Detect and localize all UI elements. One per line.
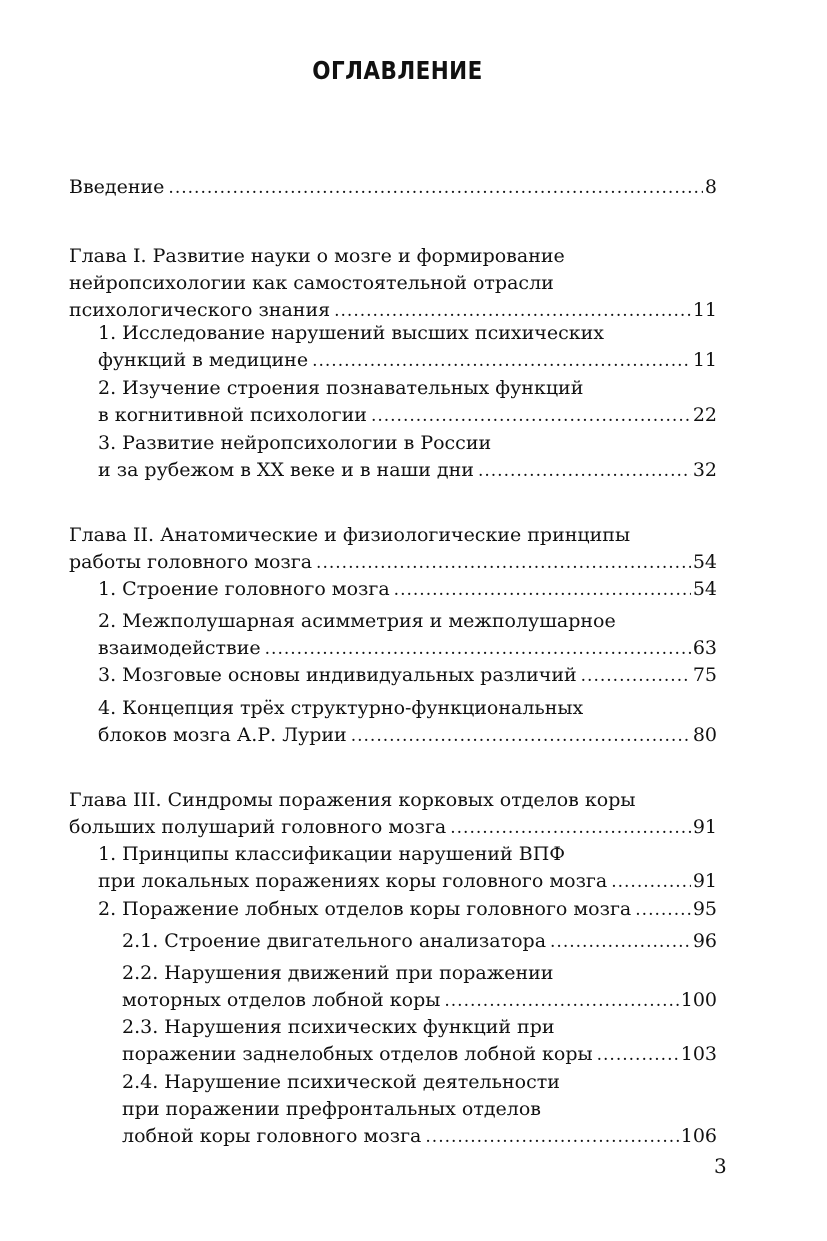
dot-leader bbox=[316, 550, 691, 577]
entry-title-line: Глава II. Анатомические и физиологические принципы bbox=[69, 524, 631, 546]
entry-title-line: 2.4. Нарушение психической деятельности bbox=[122, 1071, 560, 1093]
entry-title-line: Глава I. Развитие науки о мозге и формирование bbox=[69, 245, 565, 267]
entry-title-line: взаимодействие bbox=[98, 637, 261, 659]
dot-leader bbox=[394, 577, 691, 604]
toc-entry-section[interactable] bbox=[98, 430, 717, 485]
page-ref: 63 bbox=[692, 637, 717, 659]
entry-title-line: психологического знания bbox=[69, 299, 331, 321]
dot-leader bbox=[351, 723, 691, 750]
dot-leader bbox=[371, 403, 691, 430]
dot-leader bbox=[265, 636, 691, 663]
entry-title-line: блоков мозга А.Р. Лурии bbox=[98, 724, 347, 746]
entry-title-line: 1. Строение головного мозга bbox=[98, 578, 390, 600]
entry-title-line: в когнитивной психологии bbox=[98, 404, 367, 426]
page-ref: 91 bbox=[692, 816, 717, 838]
page-ref: 75 bbox=[692, 664, 717, 686]
entry-title-line: 2.1. Строение двигательного анализатора bbox=[122, 930, 547, 952]
dot-leader bbox=[478, 458, 691, 485]
entry-title-line: 3. Мозговые основы индивидуальных различий bbox=[98, 664, 577, 686]
toc-entry-section[interactable] bbox=[98, 608, 717, 663]
toc-entry-subsection[interactable] bbox=[122, 928, 717, 956]
entry-title-line: 2.2. Нарушения движений при поражении bbox=[122, 962, 554, 984]
entry-title-line: 3. Развитие нейропсихологии в России bbox=[98, 432, 492, 454]
entry-title-line: 2. Межполушарная асимметрия и межполушарное bbox=[98, 610, 616, 632]
entry-title-line: функций в медицине bbox=[98, 349, 309, 371]
toc-entry-section[interactable] bbox=[98, 320, 717, 375]
toc-entry-subsection[interactable] bbox=[122, 1014, 717, 1069]
entry-title-line: работы головного мозга bbox=[69, 551, 313, 573]
toc-entry-section[interactable] bbox=[98, 695, 717, 750]
toc-entry-section[interactable] bbox=[98, 375, 717, 430]
dot-leader bbox=[550, 929, 691, 956]
entry-title-line: и за рубежом в XX веке и в наши дни bbox=[98, 459, 474, 481]
page-ref: 100 bbox=[680, 989, 717, 1011]
entry-title-line: нейропсихологии как самостоятельной отрасли bbox=[69, 272, 554, 294]
dot-leader bbox=[611, 869, 691, 896]
dot-leader bbox=[450, 815, 691, 842]
toc-entry-chapter-1[interactable] bbox=[69, 243, 717, 325]
dot-leader bbox=[597, 1042, 679, 1069]
entry-title-line: Глава III. Синдромы поражения корковых отделов коры bbox=[69, 789, 636, 811]
toc-entry-section[interactable] bbox=[98, 662, 717, 690]
page-ref: 103 bbox=[680, 1043, 717, 1065]
entry-title-line: 2. Поражение лобных отделов коры головного мозга bbox=[98, 898, 632, 920]
entry-title-line: лобной коры головного мозга bbox=[122, 1125, 422, 1147]
dot-leader bbox=[312, 348, 691, 375]
toc-entry-introduction[interactable] bbox=[69, 174, 717, 202]
page-ref: 54 bbox=[692, 551, 717, 573]
entry-title-line: больших полушарий головного мозга bbox=[69, 816, 447, 838]
entry-title-line: 1. Исследование нарушений высших психических bbox=[98, 322, 604, 344]
entry-title-line: поражении заднелобных отделов лобной коры bbox=[122, 1043, 593, 1065]
entry-title-line: 4. Концепция трёх структурно-функциональных bbox=[98, 697, 584, 719]
page-ref: 11 bbox=[692, 349, 717, 371]
toc-entry-subsection[interactable] bbox=[122, 960, 717, 1015]
dot-leader bbox=[168, 175, 702, 202]
toc-entry-section[interactable] bbox=[98, 576, 717, 604]
dot-leader bbox=[635, 897, 691, 924]
toc-entry-section[interactable] bbox=[98, 841, 717, 896]
toc-entry-section[interactable] bbox=[98, 896, 717, 924]
toc-entry-subsection[interactable] bbox=[122, 1069, 717, 1151]
dot-leader bbox=[444, 988, 678, 1015]
entry-title-line: 2.3. Нарушения психических функций при bbox=[122, 1016, 555, 1038]
entry-title: Введение bbox=[69, 176, 165, 198]
dot-leader bbox=[581, 663, 691, 690]
entry-title-line: 1. Принципы классификации нарушений ВПФ bbox=[98, 843, 566, 865]
page-ref: 106 bbox=[680, 1125, 717, 1147]
page-ref: 8 bbox=[704, 176, 717, 198]
page-ref: 91 bbox=[692, 870, 717, 892]
page-ref: 11 bbox=[692, 299, 717, 321]
page-ref: 54 bbox=[692, 578, 717, 600]
toc-heading: ОГЛАВЛЕНИЕ bbox=[312, 56, 483, 85]
entry-title-line: моторных отделов лобной коры bbox=[122, 989, 441, 1011]
page-ref: 22 bbox=[692, 404, 717, 426]
entry-title-line: при локальных поражениях коры головного мозга bbox=[98, 870, 608, 892]
page-number: 3 bbox=[714, 1154, 727, 1178]
page-ref: 32 bbox=[692, 459, 717, 481]
page-ref: 95 bbox=[692, 898, 717, 920]
toc-entry-chapter-3[interactable] bbox=[69, 787, 717, 842]
toc-entry-chapter-2[interactable] bbox=[69, 522, 717, 577]
page-ref: 96 bbox=[692, 930, 717, 952]
page-ref: 80 bbox=[692, 724, 717, 746]
entry-title-line: 2. Изучение строения познавательных функций bbox=[98, 377, 584, 399]
dot-leader bbox=[425, 1124, 678, 1151]
entry-title-line: при поражении префронтальных отделов bbox=[122, 1098, 541, 1120]
